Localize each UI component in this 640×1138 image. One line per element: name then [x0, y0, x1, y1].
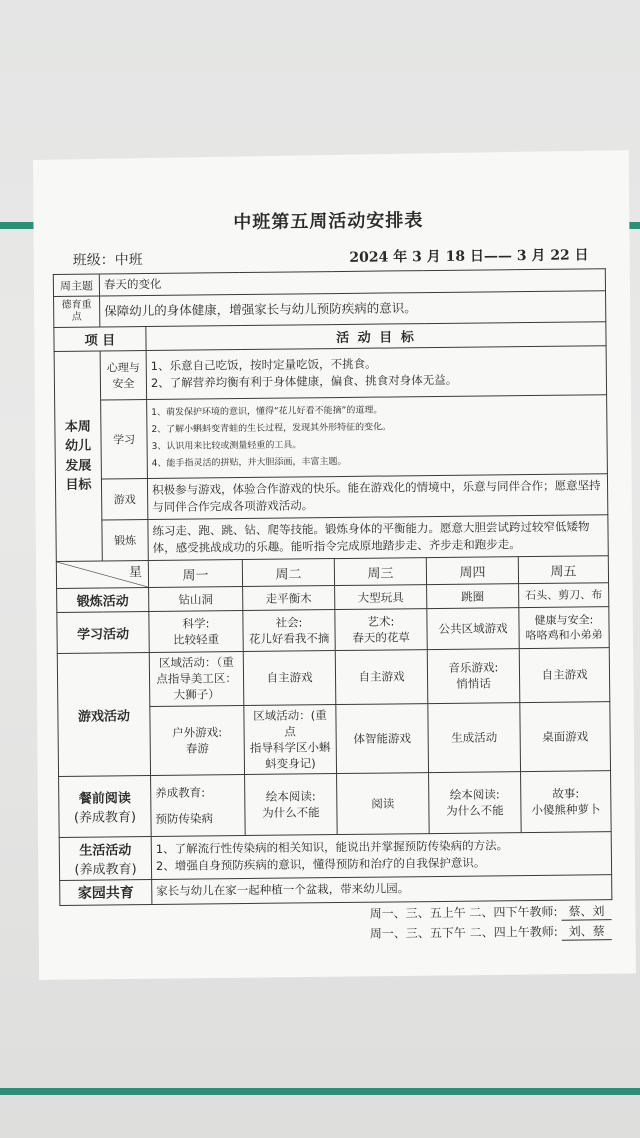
item-header: 项 目: [54, 327, 146, 352]
goal-area-label: 学习: [101, 400, 148, 479]
activity-cell: 自主游戏: [243, 651, 336, 705]
teacher-names-1: 蔡、刘: [561, 902, 611, 921]
teacher-line-2: 周一、三、五下午 二、四上午教师: 刘、蔡: [370, 922, 612, 943]
life-label: 生活活动 (养成教育): [59, 836, 151, 880]
activity-cell: 阅读: [337, 772, 430, 834]
teacher-names-2: 刘、蔡: [562, 922, 612, 941]
goal-line: 4、能手指灵活的拼贴，并大胆添画，丰富主题。: [151, 457, 347, 470]
meta-line: [53, 244, 605, 270]
activity-cell: 故事: 小傻熊种萝卜: [521, 771, 612, 833]
activity-cell: 自主游戏: [519, 648, 610, 702]
schedule-table: [53, 268, 613, 906]
activity-cell: 社会: 花儿好看我不摘: [243, 610, 335, 652]
activity-cell: 跳圈: [427, 584, 519, 609]
goal-area-label: 心理与安全: [100, 351, 147, 400]
activity-cell: 公共区域游戏: [427, 608, 519, 650]
study-label: 学习活动: [57, 612, 149, 654]
goal-row-study: [55, 395, 608, 480]
activity-cell: 大型玩具: [335, 585, 427, 610]
date-range: 2024 年 3 月 18 日—— 3 月 22 日: [349, 247, 589, 266]
activity-cell: 区域活动：(重点 指导科学区小蝌 蚪变身记): [244, 704, 337, 774]
life-text: 1、了解流行性传染病的相关知识，能说出并掌握预防传染病的方法。 2、增强自身预防疾病的意识，懂得预防和治疗的自我保护意识。: [151, 832, 611, 880]
class-label: 班级：中班: [72, 252, 143, 269]
goal-line: 1、乐意自己吃饭，按时定量吃饭，不挑食。: [150, 356, 377, 373]
schedule-document: [52, 192, 612, 946]
weekday-header: 周四: [426, 557, 518, 585]
activity-cell: 音乐游戏: 悄悄话: [427, 649, 520, 703]
activity-cell: 科学: 比较轻重: [149, 611, 243, 653]
reading-label: 餐前阅读 (养成教育): [59, 775, 152, 837]
activity-cell: 体智能游戏: [336, 703, 429, 773]
activity-cell: 自主游戏: [335, 650, 428, 704]
game-row-1: [57, 648, 610, 707]
activity-cell: 养成教育: 预防传染病: [151, 774, 246, 836]
goal-row-game: [55, 474, 607, 521]
goal-line: 1、萌发保护环境的意识，懂得“花儿好看不能摘”的道理。: [151, 405, 383, 419]
diagonal-corner: [56, 561, 148, 589]
goal-text: [146, 346, 607, 400]
activity-cell: 石头、剪刀、布: [519, 583, 609, 608]
goal-header: 活 动 目 标: [146, 322, 606, 351]
weekday-header: 周三: [334, 558, 426, 586]
moral-value: 保障幼儿的身体健康，增强家长与幼儿预防疾病的意识。: [100, 291, 606, 327]
weekday-header: 周二: [242, 559, 334, 587]
weekday-header: 周一: [148, 560, 242, 588]
document-title: 中班第五周活动安排表: [233, 210, 424, 234]
goal-text: 积极参与游戏，体验合作游戏的快乐。能在游戏化的情境中，乐意与同伴合作；愿意坚持与同伴合作完成各项游戏活动。: [147, 474, 607, 520]
activity-cell: 绘本阅读: 为什么不能: [245, 773, 338, 835]
life-row: [59, 832, 611, 881]
activity-cell: 户外游戏: 春游: [150, 705, 245, 775]
activity-cell: 绘本阅读: 为什么不能: [429, 772, 522, 834]
goal-line: 2、了解小蝌蚪变青蛙的生长过程，发现其外形特征的变化。: [151, 422, 392, 436]
goal-line: 2、了解营养均衡有利于身体健康，偏食、挑食对身体无益。: [150, 373, 458, 391]
goal-row-exercise: [56, 515, 608, 562]
activity-cell: 桌面游戏: [520, 701, 611, 771]
theme-value: 春天的变化: [99, 269, 605, 297]
goal-area-label: 锻炼: [102, 520, 148, 561]
activity-cell: 区域活动：（重 点指导美工区： 大狮子）: [149, 652, 244, 706]
teacher-line-1: 周一、三、五上午 二、四下午教师: 蔡、刘: [370, 902, 612, 923]
goal-line: 3、认识用来比较或测量轻重的工具。: [151, 440, 302, 453]
exercise-label: 锻炼活动: [57, 588, 149, 613]
reading-row: [59, 771, 612, 838]
theme-label: 周主题: [53, 274, 99, 297]
home-label: 家园共育: [60, 879, 152, 905]
home-text: 家长与幼儿在家一起种植一个盆栽，带来幼儿园。: [152, 875, 612, 905]
goals-section-label: 本周幼儿发展目标: [54, 351, 102, 561]
moral-label: 德育重点: [54, 296, 100, 327]
activity-cell: 钻山洞: [149, 587, 243, 612]
weekday-header: 周五: [518, 556, 608, 584]
activity-cell: 艺术: 春天的花草: [335, 609, 427, 651]
background-stripe-bottom: [0, 1088, 640, 1095]
study-row: [57, 607, 609, 654]
game-label: 游戏活动: [57, 653, 150, 777]
goal-area-label: 游戏: [101, 479, 147, 520]
goal-text: 练习走、跑、跳、钻、爬等技能。锻炼身体的平衡能力。愿意大胆尝试跨过较窄低矮物体，感受挑战成功的乐趣。能听指令完成原地踏步走、齐步走和跑步走。: [148, 515, 608, 561]
activity-cell: 走平衡木: [243, 586, 335, 611]
teacher-signoff: [59, 900, 611, 946]
activity-cell: 生成活动: [428, 702, 521, 772]
corner-label: 星: [128, 565, 143, 581]
goal-row-psych: [54, 346, 607, 401]
activity-cell: 健康与安全: 咯咯鸡和小弟弟: [519, 607, 609, 649]
goal-text: [147, 395, 608, 479]
